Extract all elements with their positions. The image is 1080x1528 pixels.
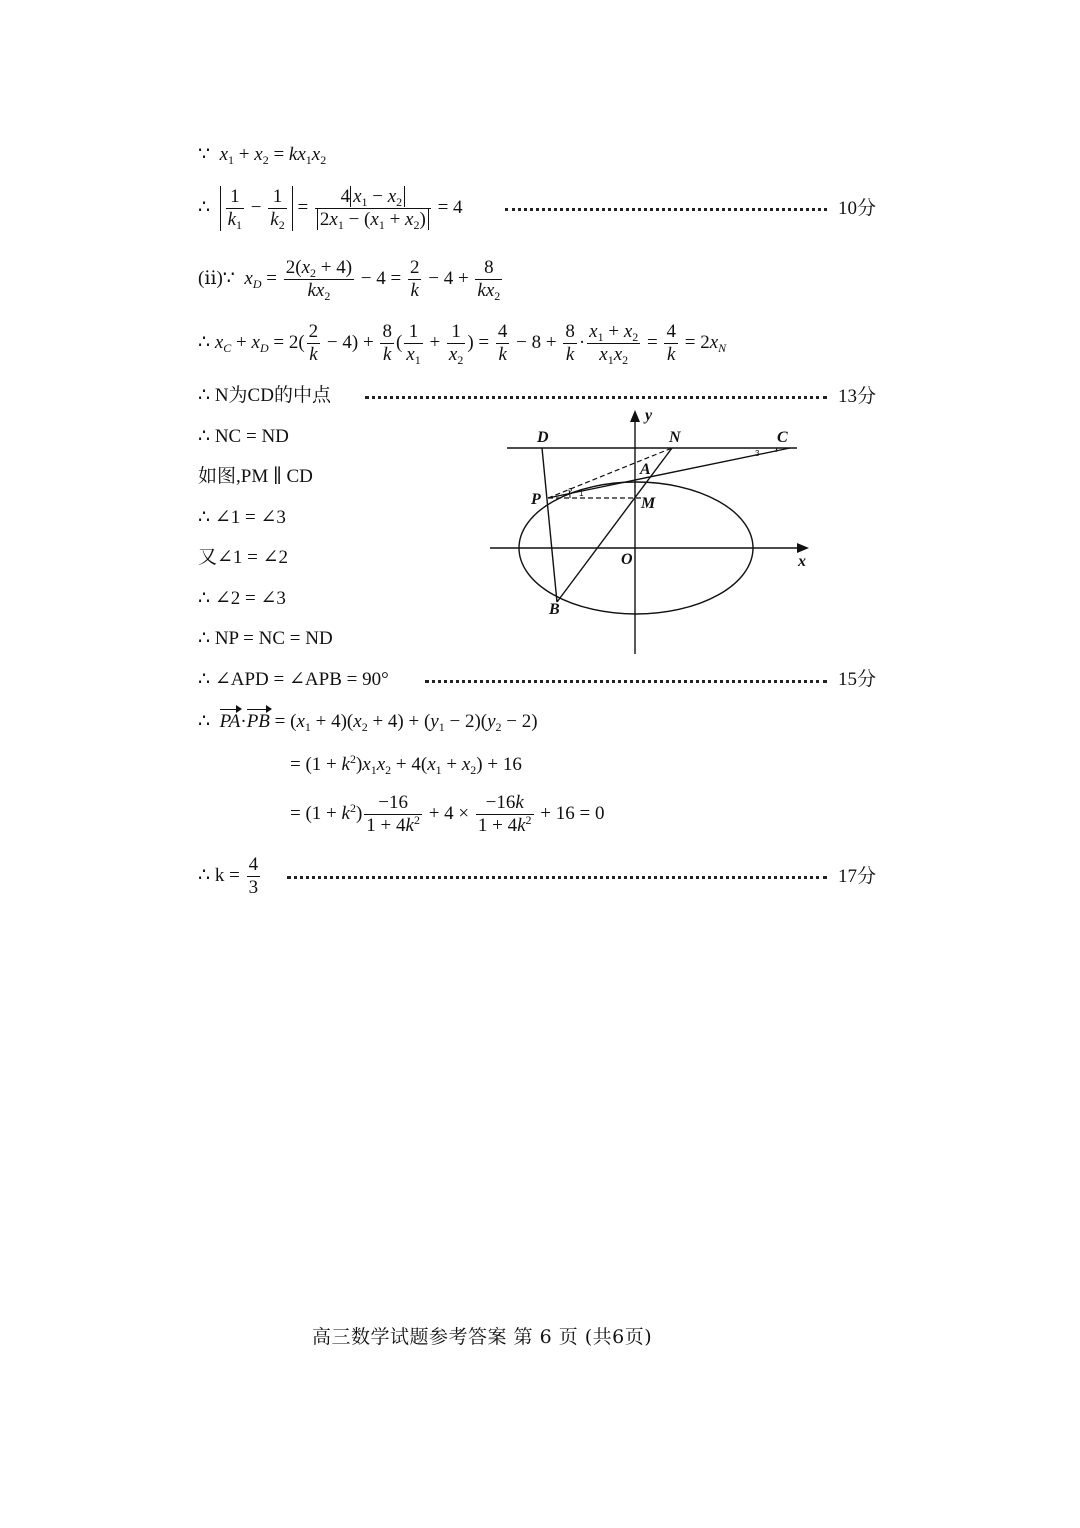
line-db [542,448,557,602]
angle-mark-2: 2 [568,487,573,496]
line-15: = $(1 + k^2)$ $\frac{-16}{1 + 4k^2}$ + 4 × $\frac{-16k}{1 + 4k^2}$ + 16 = 0 [290,792,605,836]
line-1: ∵ $x_1 + x_2 = kx_1x_2$ [198,144,327,167]
label-y: y [645,407,653,424]
label-D: D [537,429,549,446]
label-A: A [640,461,651,478]
line-13: ∴ $PA\cdot PB = (x_1 + 4)(x_2 + 4) + (y_1 - 2)(y_2 - 2)$ [198,711,538,734]
score-13: 13分 [838,386,877,407]
angle-mark-1: 1 [579,489,584,498]
dotted-leader-17 [287,876,827,879]
label-N: N [669,429,681,446]
part-ii-label: (ⅱ)∵ [198,267,235,289]
line-9: 又∠1 = ∠2 [198,547,289,568]
dotted-leader-15 [425,680,827,683]
line-7: 如图,PM ∥ CD [198,466,313,487]
label-P: P [531,491,541,508]
score-15: 15分 [838,669,877,690]
x-axis [490,543,809,553]
y-axis [630,410,640,654]
line-3: (ⅱ)∵ $x_D$ = $\frac{2(x_2 + 4)}{kx_2}$ − 4 = $\frac{2}{k}$ − 4 + $\frac{8}{kx_2}$ [198,257,501,303]
line-2-value: = 4 [437,196,463,218]
line-pc [548,448,790,498]
line-11: ∴ NP = NC = ND [198,628,333,649]
label-x: x [798,553,806,570]
line-4: ∴ $x_C + x_D = 2$( $\frac{2}{k}$ − 4) + $\frac{8}{k}$ ( $\frac{1}{x_1}$ + $\frac{1}{x_2}$ ) = $\frac{4}{k}$ − 8 + $\frac{8}{k}$ · $\frac{x_1 + x_2}{x_1x_2}$ = $\frac{4}{k}$ = $2x_N$ [198,321,727,367]
line-8: ∴ ∠1 = ∠3 [198,507,286,528]
line-5: ∴ N为CD的中点 [198,385,331,406]
dotted-leader-13 [365,396,827,399]
line-6: ∴ NC = ND [198,426,289,447]
label-C: C [777,429,788,446]
line-10: ∴ ∠2 = ∠3 [198,588,286,609]
line-bn [557,448,672,602]
line-16: ∴ k = $\frac{4}{3}$ [198,854,259,898]
therefore-symbol-2: ∴ [198,711,211,732]
dotted-leader-10 [505,208,827,211]
label-O: O [621,551,633,568]
label-M: M [641,495,656,512]
k-label: ∴ k = [198,864,240,886]
score-17: 17分 [838,866,877,887]
therefore-symbol: ∴ [198,196,211,218]
line-12: ∴ ∠APD = ∠APB = 90° [198,669,389,690]
label-B: B [549,601,560,618]
score-10: 10分 [838,198,877,219]
page-footer: 高三数学试题参考答案 第 6 页 (共6页) [312,1326,653,1348]
because-symbol: ∵ [198,144,211,165]
line-14: = $(1 + k^2)x_1x_2 + 4(x_1 + x_2) + 16$ [290,752,522,777]
ellipse-figure [485,402,815,662]
angle-mark-3: 3 [755,449,760,458]
line-2: ∴ $\frac{1}{k_1}$ − $\frac{1}{k_2}$ = $\frac{4 x_1 - x_2}{2x_1 - (x_1 + x_2)}$ = 4 [198,186,463,232]
